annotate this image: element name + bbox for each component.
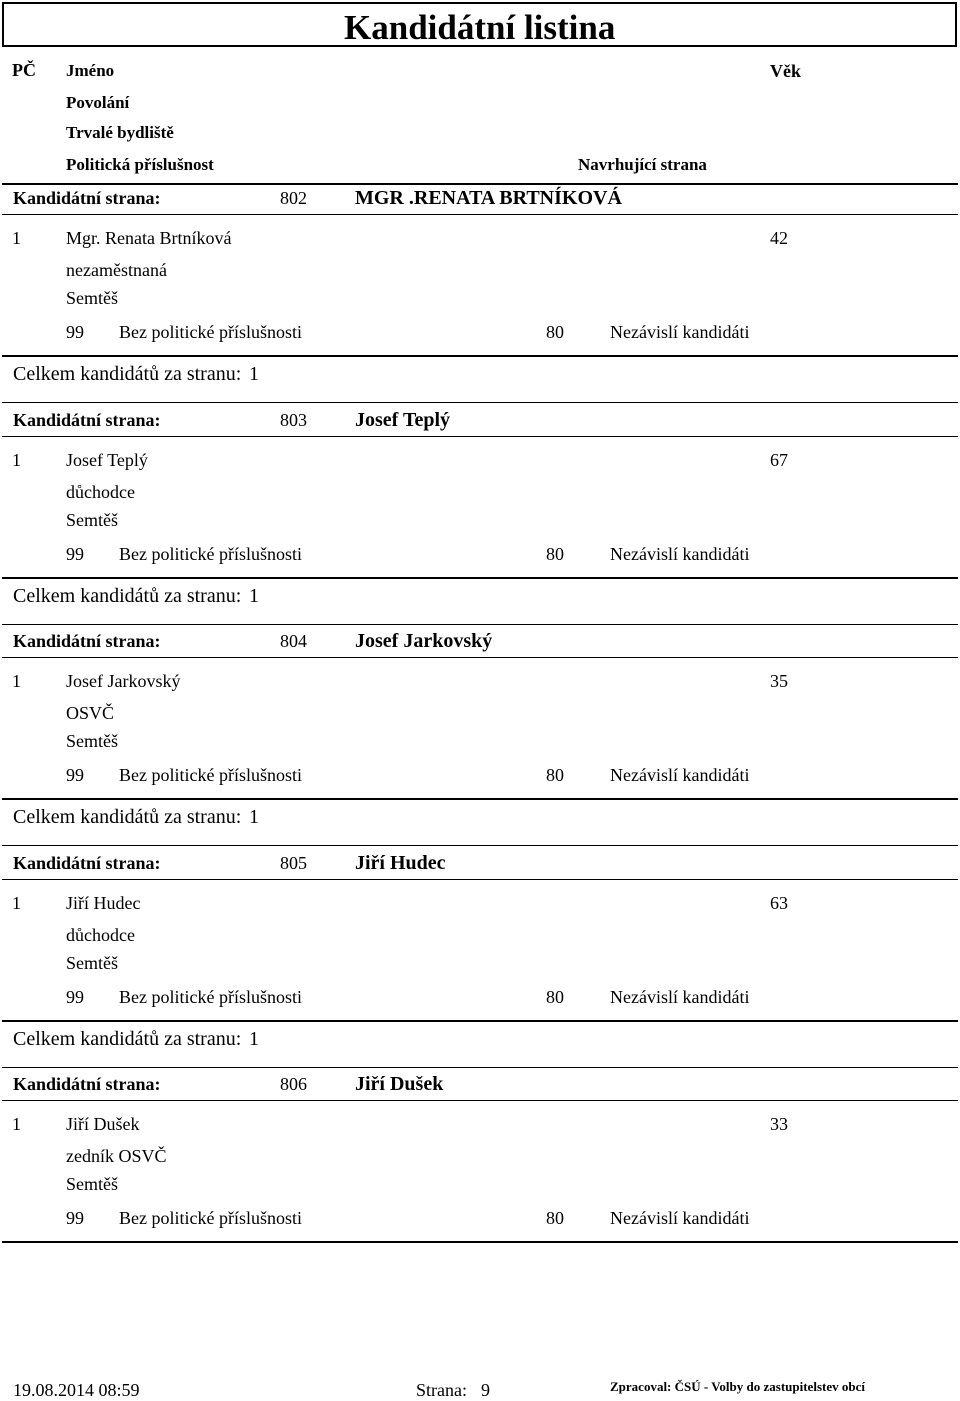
footer-page-label: Strana: (416, 1380, 467, 1400)
candidate-prop-code: 80 (546, 987, 564, 1007)
party-total-label: Celkem kandidátů za stranu: (13, 363, 242, 385)
total-divider (2, 402, 958, 403)
total-divider (2, 624, 958, 625)
footer-datetime: 19.08.2014 08:59 (13, 1380, 140, 1400)
candidate-aff-name: Bez politické příslušnosti (119, 544, 302, 564)
candidate-aff-name: Bez politické příslušnosti (119, 1208, 302, 1228)
party-name: Josef Teplý (355, 409, 451, 431)
candidate-prop-code: 80 (546, 322, 564, 342)
header-jmeno: Jméno (66, 61, 115, 80)
candidate-aff-code: 99 (66, 987, 84, 1007)
candidate-divider (2, 577, 958, 579)
candidate-aff-code: 99 (66, 1208, 84, 1228)
candidate-name: Mgr. Renata Brtníková (66, 228, 232, 248)
candidate-name: Jiří Dušek (66, 1114, 140, 1134)
party-divider (2, 657, 958, 658)
candidate-occupation: zedník OSVČ (66, 1146, 167, 1166)
footer-page-number: 9 (481, 1380, 490, 1400)
candidate-aff-code: 99 (66, 322, 84, 342)
candidate-pc: 1 (12, 893, 21, 913)
header-prislusnost: Politická příslušnost (66, 155, 214, 174)
header-povolani: Povolání (66, 93, 130, 112)
candidate-residence: Semtěš (66, 953, 118, 973)
candidate-aff-code: 99 (66, 765, 84, 785)
party-divider (2, 879, 958, 880)
party-name: MGR .RENATA BRTNÍKOVÁ (355, 187, 622, 209)
candidate-prop-name: Nezávislí kandidáti (610, 322, 750, 342)
party-divider (2, 214, 958, 215)
candidate-divider (2, 1020, 958, 1022)
party-total-label: Celkem kandidátů za stranu: (13, 1028, 242, 1050)
party-name: Jiří Hudec (355, 852, 446, 874)
candidate-aff-name: Bez politické příslušnosti (119, 987, 302, 1007)
candidate-pc: 1 (12, 228, 21, 248)
candidate-residence: Semtěš (66, 510, 118, 530)
candidate-divider (2, 355, 958, 357)
candidate-occupation: důchodce (66, 925, 135, 945)
candidate-pc: 1 (12, 1114, 21, 1134)
party-number: 806 (280, 1074, 307, 1094)
party-label: Kandidátní strana: (13, 853, 161, 873)
candidate-aff-name: Bez politické příslušnosti (119, 322, 302, 342)
candidate-age: 33 (770, 1114, 788, 1134)
candidate-age: 42 (770, 228, 788, 248)
party-label: Kandidátní strana: (13, 631, 161, 651)
candidate-divider (2, 798, 958, 800)
candidate-prop-code: 80 (546, 544, 564, 564)
candidate-prop-name: Nezávislí kandidáti (610, 765, 750, 785)
candidate-aff-code: 99 (66, 544, 84, 564)
footer-processed: Zpracoval: ČSÚ - Volby do zastupitelstev obcí (610, 1379, 865, 1394)
candidate-occupation: OSVČ (66, 703, 115, 723)
party-total-value: 1 (249, 806, 259, 828)
party-number: 805 (280, 853, 307, 873)
candidate-residence: Semtěš (66, 731, 118, 751)
candidate-prop-code: 80 (546, 1208, 564, 1228)
party-label: Kandidátní strana: (13, 410, 161, 430)
party-name: Josef Jarkovský (355, 630, 493, 652)
party-number: 804 (280, 631, 307, 651)
party-label: Kandidátní strana: (13, 1074, 161, 1094)
candidate-age: 63 (770, 893, 788, 913)
header-pc: PČ (12, 60, 36, 80)
header-vek: Věk (770, 61, 801, 81)
party-total-label: Celkem kandidátů za stranu: (13, 585, 242, 607)
candidate-residence: Semtěš (66, 1174, 118, 1194)
candidate-pc: 1 (12, 671, 21, 691)
candidate-name: Josef Jarkovský (66, 671, 181, 691)
party-divider (2, 436, 958, 437)
header-divider (2, 183, 958, 185)
page-title: Kandidátní listina (344, 8, 616, 47)
party-number: 803 (280, 410, 307, 430)
party-total-value: 1 (249, 585, 259, 607)
header-bydliste: Trvalé bydliště (66, 123, 174, 142)
candidate-divider (2, 1241, 958, 1243)
party-total-value: 1 (249, 363, 259, 385)
total-divider (2, 845, 958, 846)
candidate-name: Josef Teplý (66, 450, 148, 470)
party-total-value: 1 (249, 1028, 259, 1050)
candidate-occupation: nezaměstnaná (66, 260, 167, 280)
party-number: 802 (280, 188, 307, 208)
candidate-name: Jiří Hudec (66, 893, 141, 913)
title-box (2, 2, 957, 47)
candidate-prop-name: Nezávislí kandidáti (610, 544, 750, 564)
candidate-age: 67 (770, 450, 788, 470)
header-navrhujici: Navrhující strana (578, 155, 707, 174)
party-label: Kandidátní strana: (13, 188, 161, 208)
total-divider (2, 1067, 958, 1068)
party-name: Jiří Dušek (355, 1073, 444, 1095)
candidate-residence: Semtěš (66, 288, 118, 308)
party-total-label: Celkem kandidátů za stranu: (13, 806, 242, 828)
candidate-occupation: důchodce (66, 482, 135, 502)
candidate-prop-name: Nezávislí kandidáti (610, 987, 750, 1007)
candidate-prop-name: Nezávislí kandidáti (610, 1208, 750, 1228)
candidate-aff-name: Bez politické příslušnosti (119, 765, 302, 785)
party-divider (2, 1100, 958, 1101)
candidate-prop-code: 80 (546, 765, 564, 785)
candidate-pc: 1 (12, 450, 21, 470)
candidate-age: 35 (770, 671, 788, 691)
